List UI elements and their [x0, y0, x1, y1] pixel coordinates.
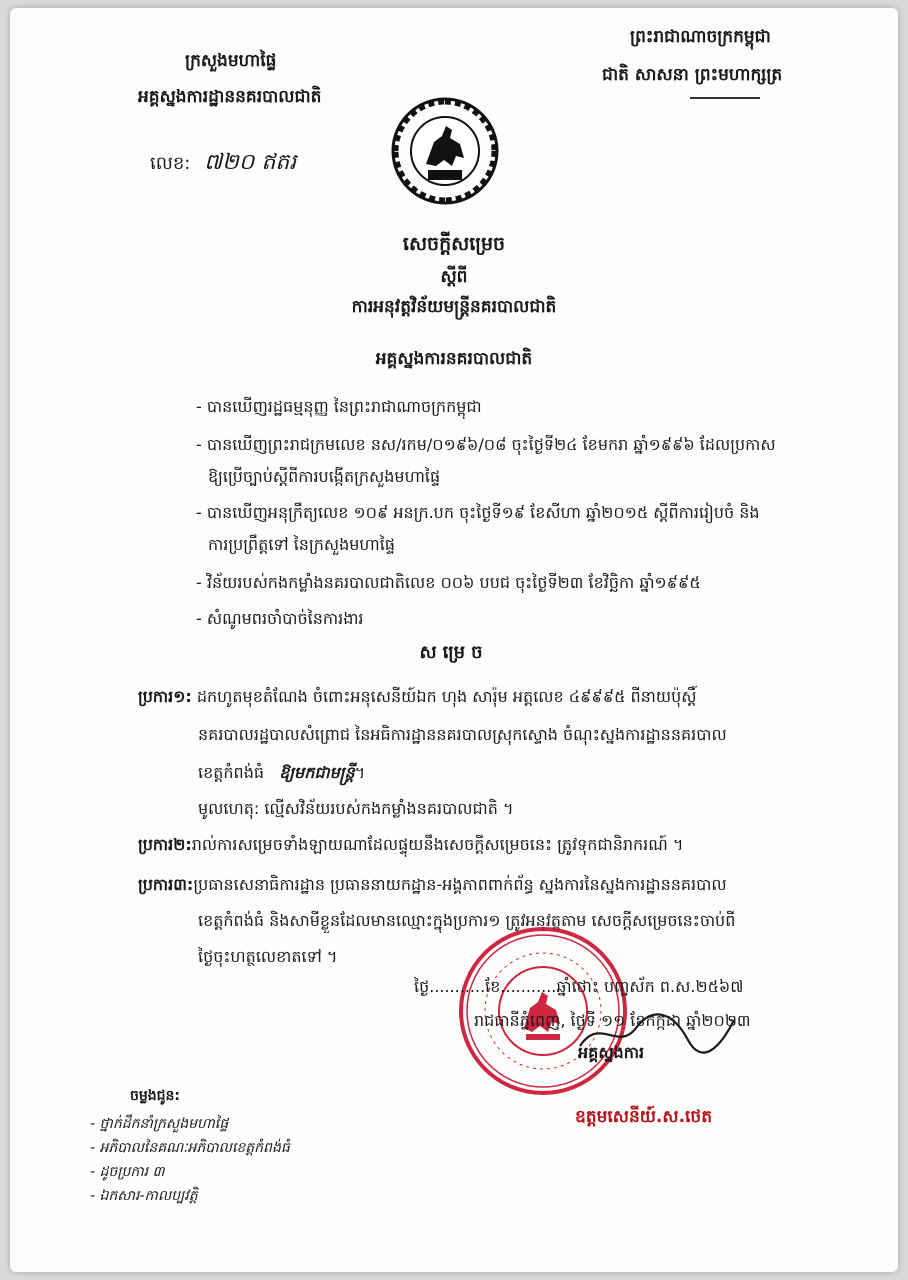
article-1-province: ខេត្តកំពង់ធំ — [198, 763, 265, 782]
preamble-item: - បានឃើញអនុក្រឹត្យលេខ ១០៩ អនក្រ.បក ចុះថ្ងៃទី១៩ ខែសីហា ឆ្នាំ២០១៥ ស្ដីពីការរៀបចំ និង — [196, 503, 760, 522]
article-1 — [138, 686, 697, 708]
preamble-item: - បានឃើញព្រះរាជក្រមលេខ នស/រកម/០១៩៦/០៨ ចុះថ្ងៃទី២៤ ខែមករា ឆ្នាំ១៩៩៦ ដែលប្រកាស — [196, 435, 776, 454]
article-3-text: ខេត្តកំពង់ធំ និងសាមីខ្លួនដែលមានឈ្មោះក្នុងប្រការ១ ត្រូវអនុវត្តតាម សេចក្ដីសម្រេចនេះចាប់ពី — [198, 911, 736, 930]
article-1-text: នគរបាលរដ្ឋបាលសំព្រោជ នៃអធិការដ្ឋាននគរបាលស្រុកស្ទោង ចំណុះស្នងការដ្ឋាននគរបាល — [198, 725, 727, 744]
document-title: សេចក្ដីសម្រេច — [402, 233, 506, 255]
document-number-label: លេខ: — [150, 153, 191, 174]
article-1-text: ដកហូតមុខតំណែង ចំពោះអនុសេនីយ៍ឯក ហុង សារ៉ុម អត្តលេខ ៤៩៩៩៥ ពីនាយប៉ុស្ដិ៍ — [196, 687, 697, 706]
cc-title: ចម្លងជូន: — [130, 1088, 181, 1104]
article-3-text: ថ្ងៃចុះហត្ថលេខាតទៅ ។ — [198, 947, 338, 966]
article-1-reason: មូលហេតុ: ល្មើសវិន័យរបស់កងកម្លាំងនគរបាលជាតិ ។ — [198, 799, 514, 818]
ministry-name: ក្រសួងមហាផ្ទៃ — [185, 51, 277, 71]
police-emblem-icon — [390, 96, 500, 206]
cc-item: - ឯកសារ-កាលប្បវត្តិ — [90, 1188, 198, 1204]
article-1-label: ប្រការ១: — [138, 687, 192, 706]
handwritten-signature — [570, 1008, 740, 1058]
article-2-label: ប្រការ២: — [138, 835, 192, 854]
document-subtitle: ស្ដីពី — [440, 267, 468, 287]
article-3-text: ប្រធានសេនាធិការដ្ឋាន ប្រធាននាយកដ្ឋាន-អង្គភាពពាក់ព័ន្ធ ស្នងការនៃស្នងការដ្ឋាននគរបាល — [193, 875, 727, 894]
article-3-label: ប្រការ៣: — [138, 875, 194, 894]
cc-item: - ដូចប្រការ ៣ — [90, 1164, 165, 1180]
document-number — [150, 148, 296, 180]
lunar-date: ថ្ងៃ...........ខែ...........ឆ្នាំថោះ បញ្ចស័ក ព.ស.២៥៦៧ — [414, 977, 744, 996]
article-1-end: ។ — [354, 763, 366, 782]
preamble-item: - វិន័យរបស់កងកម្លាំងនគរបាលជាតិលេខ ០០៦ បបជ ចុះថ្ងៃទី២៣ ខែវិច្ឆិកា ឆ្នាំ១៩៩៥ — [196, 573, 701, 592]
decision-heading: សម្រេច — [419, 642, 489, 663]
national-motto: ជាតិ សាសនា ព្រះមហាក្សត្រ — [602, 65, 783, 85]
article-2-text: រាល់ការសម្រេចទាំងឡាយណាដែលផ្ទុយនឹងសេចក្ដីសម្រេចនេះ ត្រូវទុកជានិរាករណ៍ ។ — [191, 835, 684, 854]
preamble-item: - សំណូមពរចាំបាច់នៃការងារ — [196, 609, 364, 628]
solar-date: រាជធានីភ្នំពេញ, ថ្ងៃទី ១១ ខែកក្កដា ឆ្នាំ២០២៣ — [474, 1011, 751, 1030]
directorate-name: អគ្គស្នងការដ្ឋាននគរបាលជាតិ — [138, 87, 322, 107]
kingdom-name: ព្រះរាជាណាចក្រកម្ពុជា — [630, 27, 771, 47]
document-page — [10, 8, 898, 1272]
signer-name: ឧត្ដមសេនីយ៍.ស.ថេត — [575, 1107, 713, 1127]
article-1-text — [198, 762, 365, 784]
preamble-item: - បានឃើញរដ្ឋធម្មនុញ្ញ នៃព្រះរាជាណាចក្រកម្ពុជា — [196, 397, 482, 416]
preamble-item: ឱ្យប្រើច្បាប់ស្ដីពីការបង្កើតក្រសួងមហាផ្ទៃ — [208, 467, 441, 486]
cc-item: - ថ្នាក់ដឹកនាំក្រសួងមហាផ្ទៃ — [90, 1116, 229, 1132]
motto-divider — [690, 97, 760, 99]
signatory-title: អគ្គស្នងការ — [578, 1043, 645, 1062]
article-3 — [138, 874, 727, 896]
article-2 — [138, 834, 683, 856]
issuer-heading: អគ្គស្នងការនគរបាលជាតិ — [375, 349, 533, 369]
cc-item: - អភិបាលនៃគណៈអភិបាលខេត្តកំពង់ធំ — [90, 1140, 290, 1156]
document-number-value: ៧២០ ឥតរ — [204, 150, 297, 175]
document-subject: ការអនុវត្តវិន័យមន្ត្រីនគរបាលជាតិ — [351, 297, 557, 317]
article-1-outcome: ឱ្យមកជាមន្ត្រី — [279, 763, 355, 782]
preamble-item: ការប្រព្រឹត្តទៅ នៃក្រសួងមហាផ្ទៃ — [208, 535, 395, 554]
